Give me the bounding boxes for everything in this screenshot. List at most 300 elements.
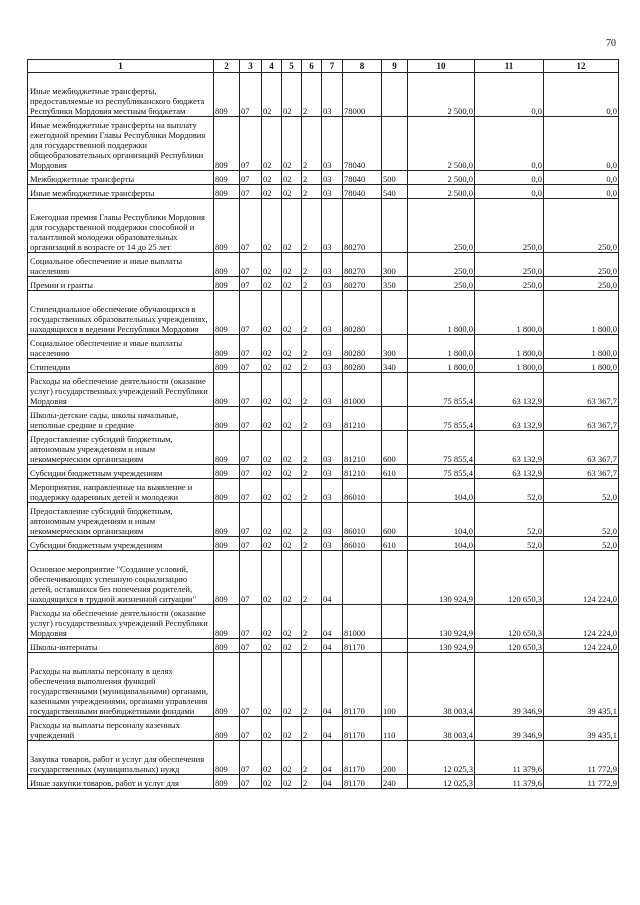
code-cell: 02 — [282, 253, 302, 277]
column-header: 4 — [262, 60, 282, 73]
table-row — [28, 503, 619, 537]
code-cell: 809 — [214, 537, 240, 551]
code-cell: 03 — [322, 335, 343, 359]
row-name-cell: Школы-детские сады, школы начальные, неполные средние и средние — [28, 407, 214, 431]
code-cell: 809 — [214, 117, 240, 171]
table-row — [28, 253, 619, 277]
code-cell: 04 — [322, 717, 343, 741]
amount-cell: 0,0 — [544, 73, 619, 117]
code-cell: 809 — [214, 373, 240, 407]
code-cell: 809 — [214, 73, 240, 117]
code-cell: 07 — [240, 407, 262, 431]
code-cell: 04 — [322, 653, 343, 717]
table-row — [28, 373, 619, 407]
code-cell: 04 — [322, 775, 343, 789]
code-cell: 02 — [282, 359, 302, 373]
code-cell: 809 — [214, 335, 240, 359]
code-cell: 809 — [214, 359, 240, 373]
code-cell: 04 — [322, 605, 343, 639]
amount-cell: 63 132,9 — [475, 407, 544, 431]
code-cell — [382, 479, 408, 503]
amount-cell: 0,0 — [475, 117, 544, 171]
row-name-cell: Предоставление субсидий бюджетным, автономным учреждениям и иным некоммерческим организациям — [28, 431, 214, 465]
table-row — [28, 465, 619, 479]
code-cell: 80270 — [343, 277, 382, 291]
code-cell: 809 — [214, 551, 240, 605]
amount-cell: 75 855,4 — [408, 407, 475, 431]
code-cell — [382, 199, 408, 253]
amount-cell: 1 800,0 — [475, 359, 544, 373]
code-cell: 809 — [214, 465, 240, 479]
amount-cell: 250,0 — [408, 253, 475, 277]
amount-cell: 250,0 — [544, 253, 619, 277]
amount-cell: 11 772,9 — [544, 775, 619, 789]
code-cell: 81170 — [343, 775, 382, 789]
amount-cell: 250,0 — [408, 199, 475, 253]
code-cell: 809 — [214, 503, 240, 537]
code-cell: 2 — [302, 605, 322, 639]
amount-cell: 124 224,0 — [544, 639, 619, 653]
table-row — [28, 199, 619, 253]
code-cell: 110 — [382, 717, 408, 741]
row-name-cell: Премии и гранты — [28, 277, 214, 291]
row-name-cell: Ежегодная премия Главы Республики Мордовия для государственной поддержки способной и талантливой молодежи образовательных организаций в возрасте от 14 до 25 лет — [28, 199, 214, 253]
table-row — [28, 117, 619, 171]
row-name-cell: Иные межбюджетные трансферты на выплату ежегодной премии Главы Республики Мордовия для государственной поддержки общеобразовательных организаций Республики Мордовия — [28, 117, 214, 171]
code-cell: 86010 — [343, 503, 382, 537]
code-cell: 07 — [240, 277, 262, 291]
amount-cell: 0,0 — [475, 185, 544, 199]
amount-cell: 75 855,4 — [408, 465, 475, 479]
table-row — [28, 73, 619, 117]
code-cell — [382, 73, 408, 117]
row-name-cell: Межбюджетные трансферты — [28, 171, 214, 185]
code-cell: 02 — [262, 717, 282, 741]
code-cell: 03 — [322, 171, 343, 185]
code-cell: 81170 — [343, 639, 382, 653]
amount-cell: 52,0 — [475, 503, 544, 537]
table-row — [28, 407, 619, 431]
code-cell: 80280 — [343, 335, 382, 359]
code-cell: 809 — [214, 277, 240, 291]
amount-cell: 2 500,0 — [408, 73, 475, 117]
code-cell: 02 — [262, 277, 282, 291]
code-cell: 07 — [240, 359, 262, 373]
code-cell: 2 — [302, 291, 322, 335]
code-cell: 02 — [262, 407, 282, 431]
code-cell: 350 — [382, 277, 408, 291]
amount-cell: 1 800,0 — [544, 335, 619, 359]
row-name-cell: Школы-интернаты — [28, 639, 214, 653]
code-cell: 03 — [322, 373, 343, 407]
code-cell: 02 — [282, 431, 302, 465]
code-cell: 07 — [240, 537, 262, 551]
amount-cell: 250,0 — [475, 253, 544, 277]
table-row — [28, 605, 619, 639]
code-cell: 809 — [214, 741, 240, 775]
amount-cell: 250,0 — [544, 199, 619, 253]
code-cell: 03 — [322, 291, 343, 335]
amount-cell: 39 435,1 — [544, 717, 619, 741]
amount-cell: 12 025,3 — [408, 741, 475, 775]
code-cell: 2 — [302, 407, 322, 431]
column-header: 7 — [322, 60, 343, 73]
code-cell: 2 — [302, 741, 322, 775]
code-cell: 2 — [302, 73, 322, 117]
code-cell: 07 — [240, 117, 262, 171]
code-cell: 02 — [262, 465, 282, 479]
code-cell: 02 — [262, 185, 282, 199]
code-cell: 02 — [262, 373, 282, 407]
page-number: 70 — [606, 38, 616, 49]
table-row — [28, 185, 619, 199]
amount-cell: 250,0 — [475, 277, 544, 291]
code-cell: 81210 — [343, 407, 382, 431]
table-row — [28, 653, 619, 717]
code-cell: 02 — [262, 605, 282, 639]
budget-table — [27, 59, 619, 789]
amount-cell: 52,0 — [475, 537, 544, 551]
code-cell: 86010 — [343, 537, 382, 551]
code-cell: 81210 — [343, 431, 382, 465]
code-cell: 809 — [214, 653, 240, 717]
row-name-cell: Закупка товаров, работ и услуг для обеспечения государственных (муниципальных) нужд — [28, 741, 214, 775]
column-header: 3 — [240, 60, 262, 73]
table-row — [28, 717, 619, 741]
amount-cell: 11 379,6 — [475, 741, 544, 775]
code-cell: 02 — [282, 407, 302, 431]
code-cell: 02 — [282, 185, 302, 199]
code-cell: 809 — [214, 479, 240, 503]
code-cell: 78040 — [343, 171, 382, 185]
amount-cell: 38 003,4 — [408, 717, 475, 741]
code-cell: 610 — [382, 537, 408, 551]
code-cell: 809 — [214, 717, 240, 741]
amount-cell: 1 800,0 — [475, 335, 544, 359]
code-cell: 80270 — [343, 199, 382, 253]
code-cell: 02 — [262, 775, 282, 789]
code-cell: 2 — [302, 277, 322, 291]
code-cell: 809 — [214, 407, 240, 431]
column-header: 2 — [214, 60, 240, 73]
code-cell — [343, 551, 382, 605]
code-cell — [382, 117, 408, 171]
table-row — [28, 479, 619, 503]
code-cell: 2 — [302, 185, 322, 199]
code-cell: 07 — [240, 373, 262, 407]
amount-cell: 250,0 — [544, 277, 619, 291]
row-name-cell: Субсидии бюджетным учреждениям — [28, 537, 214, 551]
code-cell: 809 — [214, 431, 240, 465]
code-cell: 2 — [302, 717, 322, 741]
code-cell: 07 — [240, 335, 262, 359]
amount-cell: 104,0 — [408, 503, 475, 537]
code-cell: 07 — [240, 503, 262, 537]
code-cell: 04 — [322, 551, 343, 605]
row-name-cell: Стипендии — [28, 359, 214, 373]
code-cell: 02 — [282, 717, 302, 741]
code-cell: 2 — [302, 335, 322, 359]
code-cell: 02 — [262, 431, 282, 465]
code-cell: 07 — [240, 253, 262, 277]
amount-cell: 63 132,9 — [475, 373, 544, 407]
code-cell: 02 — [262, 199, 282, 253]
amount-cell: 1 800,0 — [544, 359, 619, 373]
row-name-cell: Социальное обеспечение и иные выплаты населению — [28, 253, 214, 277]
table-row — [28, 277, 619, 291]
code-cell: 02 — [282, 73, 302, 117]
table-row — [28, 171, 619, 185]
amount-cell: 0,0 — [544, 117, 619, 171]
code-cell: 81000 — [343, 605, 382, 639]
amount-cell: 52,0 — [544, 537, 619, 551]
code-cell: 809 — [214, 253, 240, 277]
code-cell: 500 — [382, 171, 408, 185]
column-header: 11 — [475, 60, 544, 73]
code-cell: 03 — [322, 185, 343, 199]
row-name-cell: Предоставление субсидий бюджетным, автономным учреждениям и иным некоммерческим организациям — [28, 503, 214, 537]
amount-cell: 0,0 — [475, 171, 544, 185]
amount-cell: 104,0 — [408, 479, 475, 503]
amount-cell: 250,0 — [408, 277, 475, 291]
code-cell — [382, 291, 408, 335]
code-cell: 03 — [322, 199, 343, 253]
table-row — [28, 359, 619, 373]
amount-cell: 1 800,0 — [408, 359, 475, 373]
code-cell: 07 — [240, 185, 262, 199]
row-name-cell: Иные межбюджетные трансферты, предоставляемые из республиканского бюджета Республики Мордовия местным бюджетам — [28, 73, 214, 117]
amount-cell: 63 367,7 — [544, 373, 619, 407]
amount-cell: 39 435,1 — [544, 653, 619, 717]
code-cell: 809 — [214, 199, 240, 253]
amount-cell: 11 772,9 — [544, 741, 619, 775]
code-cell: 78040 — [343, 185, 382, 199]
row-name-cell: Социальное обеспечение и иные выплаты населению — [28, 335, 214, 359]
code-cell: 540 — [382, 185, 408, 199]
code-cell — [382, 551, 408, 605]
code-cell: 02 — [282, 291, 302, 335]
code-cell: 02 — [282, 117, 302, 171]
row-name-cell: Расходы на обеспечение деятельности (оказание услуг) государственных учреждений Республики Мордовия — [28, 605, 214, 639]
code-cell: 07 — [240, 199, 262, 253]
code-cell: 02 — [282, 479, 302, 503]
code-cell: 200 — [382, 741, 408, 775]
code-cell: 300 — [382, 253, 408, 277]
code-cell: 02 — [282, 537, 302, 551]
code-cell: 809 — [214, 171, 240, 185]
amount-cell: 38 003,4 — [408, 653, 475, 717]
code-cell: 03 — [322, 117, 343, 171]
code-cell: 07 — [240, 479, 262, 503]
amount-cell: 1 800,0 — [475, 291, 544, 335]
code-cell: 02 — [282, 653, 302, 717]
amount-cell: 52,0 — [544, 479, 619, 503]
column-header: 12 — [544, 60, 619, 73]
amount-cell: 2 500,0 — [408, 185, 475, 199]
code-cell: 81170 — [343, 741, 382, 775]
row-name-cell: Иные межбюджетные трансферты — [28, 185, 214, 199]
code-cell: 809 — [214, 605, 240, 639]
code-cell: 2 — [302, 479, 322, 503]
code-cell: 02 — [262, 639, 282, 653]
code-cell: 02 — [282, 277, 302, 291]
column-header: 9 — [382, 60, 408, 73]
code-cell: 86010 — [343, 479, 382, 503]
amount-cell: 63 367,7 — [544, 407, 619, 431]
code-cell: 07 — [240, 741, 262, 775]
amount-cell: 63 132,9 — [475, 431, 544, 465]
code-cell: 2 — [302, 359, 322, 373]
code-cell: 04 — [322, 639, 343, 653]
code-cell: 2 — [302, 199, 322, 253]
amount-cell: 63 132,9 — [475, 465, 544, 479]
row-name-cell: Расходы на выплаты персоналу казенных учреждений — [28, 717, 214, 741]
row-name-cell: Иные закупки товаров, работ и услуг для — [28, 775, 214, 789]
code-cell: 02 — [262, 171, 282, 185]
table-row — [28, 639, 619, 653]
code-cell: 2 — [302, 653, 322, 717]
code-cell: 340 — [382, 359, 408, 373]
amount-cell: 52,0 — [544, 503, 619, 537]
amount-cell: 75 855,4 — [408, 373, 475, 407]
code-cell — [382, 639, 408, 653]
code-cell: 81170 — [343, 653, 382, 717]
amount-cell: 1 800,0 — [408, 291, 475, 335]
code-cell: 80280 — [343, 359, 382, 373]
code-cell: 2 — [302, 537, 322, 551]
column-header: 6 — [302, 60, 322, 73]
table-row — [28, 537, 619, 551]
amount-cell: 0,0 — [544, 185, 619, 199]
code-cell: 07 — [240, 551, 262, 605]
amount-cell: 2 500,0 — [408, 117, 475, 171]
code-cell: 809 — [214, 291, 240, 335]
code-cell: 03 — [322, 359, 343, 373]
code-cell: 02 — [282, 775, 302, 789]
code-cell: 02 — [282, 741, 302, 775]
code-cell: 80270 — [343, 253, 382, 277]
code-cell: 2 — [302, 431, 322, 465]
code-cell: 78040 — [343, 117, 382, 171]
code-cell: 02 — [282, 171, 302, 185]
code-cell: 02 — [262, 503, 282, 537]
code-cell: 600 — [382, 503, 408, 537]
code-cell: 02 — [282, 551, 302, 605]
code-cell: 300 — [382, 335, 408, 359]
table-row — [28, 741, 619, 775]
code-cell: 07 — [240, 465, 262, 479]
code-cell: 600 — [382, 431, 408, 465]
header-row — [28, 60, 619, 73]
code-cell: 02 — [262, 73, 282, 117]
code-cell: 02 — [282, 199, 302, 253]
code-cell: 809 — [214, 639, 240, 653]
code-cell: 02 — [262, 117, 282, 171]
code-cell: 02 — [282, 465, 302, 479]
code-cell: 02 — [282, 503, 302, 537]
code-cell: 02 — [262, 537, 282, 551]
code-cell: 07 — [240, 171, 262, 185]
row-name-cell: Основное мероприятие "Создание условий, обеспечивающих успешную социализацию детей, оставшихся без попечения родителей, находящихся в трудной жизненной ситуации" — [28, 551, 214, 605]
code-cell: 80280 — [343, 291, 382, 335]
code-cell: 809 — [214, 775, 240, 789]
amount-cell: 11 379,6 — [475, 775, 544, 789]
code-cell: 02 — [282, 639, 302, 653]
code-cell — [382, 373, 408, 407]
code-cell: 2 — [302, 465, 322, 479]
code-cell: 2 — [302, 171, 322, 185]
code-cell: 78000 — [343, 73, 382, 117]
amount-cell: 0,0 — [475, 73, 544, 117]
code-cell: 04 — [322, 741, 343, 775]
code-cell: 02 — [262, 653, 282, 717]
code-cell — [382, 407, 408, 431]
table-row — [28, 775, 619, 789]
code-cell: 07 — [240, 717, 262, 741]
code-cell: 02 — [282, 373, 302, 407]
code-cell: 02 — [262, 551, 282, 605]
amount-cell: 130 924,9 — [408, 551, 475, 605]
code-cell: 2 — [302, 503, 322, 537]
code-cell: 240 — [382, 775, 408, 789]
code-cell: 81170 — [343, 717, 382, 741]
amount-cell: 2 500,0 — [408, 171, 475, 185]
amount-cell: 39 346,9 — [475, 717, 544, 741]
code-cell: 100 — [382, 653, 408, 717]
row-name-cell: Мероприятия, направленные на выявление и поддержку одаренных детей и молодежи — [28, 479, 214, 503]
code-cell: 2 — [302, 373, 322, 407]
code-cell: 03 — [322, 479, 343, 503]
code-cell: 03 — [322, 465, 343, 479]
code-cell: 07 — [240, 431, 262, 465]
code-cell: 02 — [282, 335, 302, 359]
table-row — [28, 431, 619, 465]
code-cell: 02 — [262, 335, 282, 359]
code-cell: 03 — [322, 253, 343, 277]
amount-cell: 120 650,3 — [475, 605, 544, 639]
amount-cell: 39 346,9 — [475, 653, 544, 717]
code-cell: 07 — [240, 291, 262, 335]
code-cell: 03 — [322, 431, 343, 465]
column-header: 8 — [343, 60, 382, 73]
column-header: 5 — [282, 60, 302, 73]
code-cell: 07 — [240, 653, 262, 717]
code-cell: 610 — [382, 465, 408, 479]
column-header: 10 — [408, 60, 475, 73]
row-name-cell: Стипендиальное обеспечение обучающихся в государственных образовательных учреждениях, находящихся в ведении Республики Мордовия — [28, 291, 214, 335]
code-cell: 809 — [214, 185, 240, 199]
code-cell: 07 — [240, 73, 262, 117]
code-cell: 2 — [302, 253, 322, 277]
amount-cell: 250,0 — [475, 199, 544, 253]
code-cell: 02 — [262, 479, 282, 503]
code-cell: 02 — [262, 253, 282, 277]
code-cell: 2 — [302, 551, 322, 605]
code-cell: 81000 — [343, 373, 382, 407]
code-cell: 03 — [322, 277, 343, 291]
amount-cell: 124 224,0 — [544, 605, 619, 639]
amount-cell: 120 650,3 — [475, 551, 544, 605]
amount-cell: 1 800,0 — [544, 291, 619, 335]
row-name-cell: Расходы на обеспечение деятельности (оказание услуг) государственных учреждений Республики Мордовия — [28, 373, 214, 407]
code-cell: 02 — [262, 741, 282, 775]
table-row — [28, 291, 619, 335]
code-cell: 03 — [322, 503, 343, 537]
code-cell: 2 — [302, 775, 322, 789]
code-cell: 07 — [240, 605, 262, 639]
code-cell: 81210 — [343, 465, 382, 479]
code-cell: 03 — [322, 537, 343, 551]
